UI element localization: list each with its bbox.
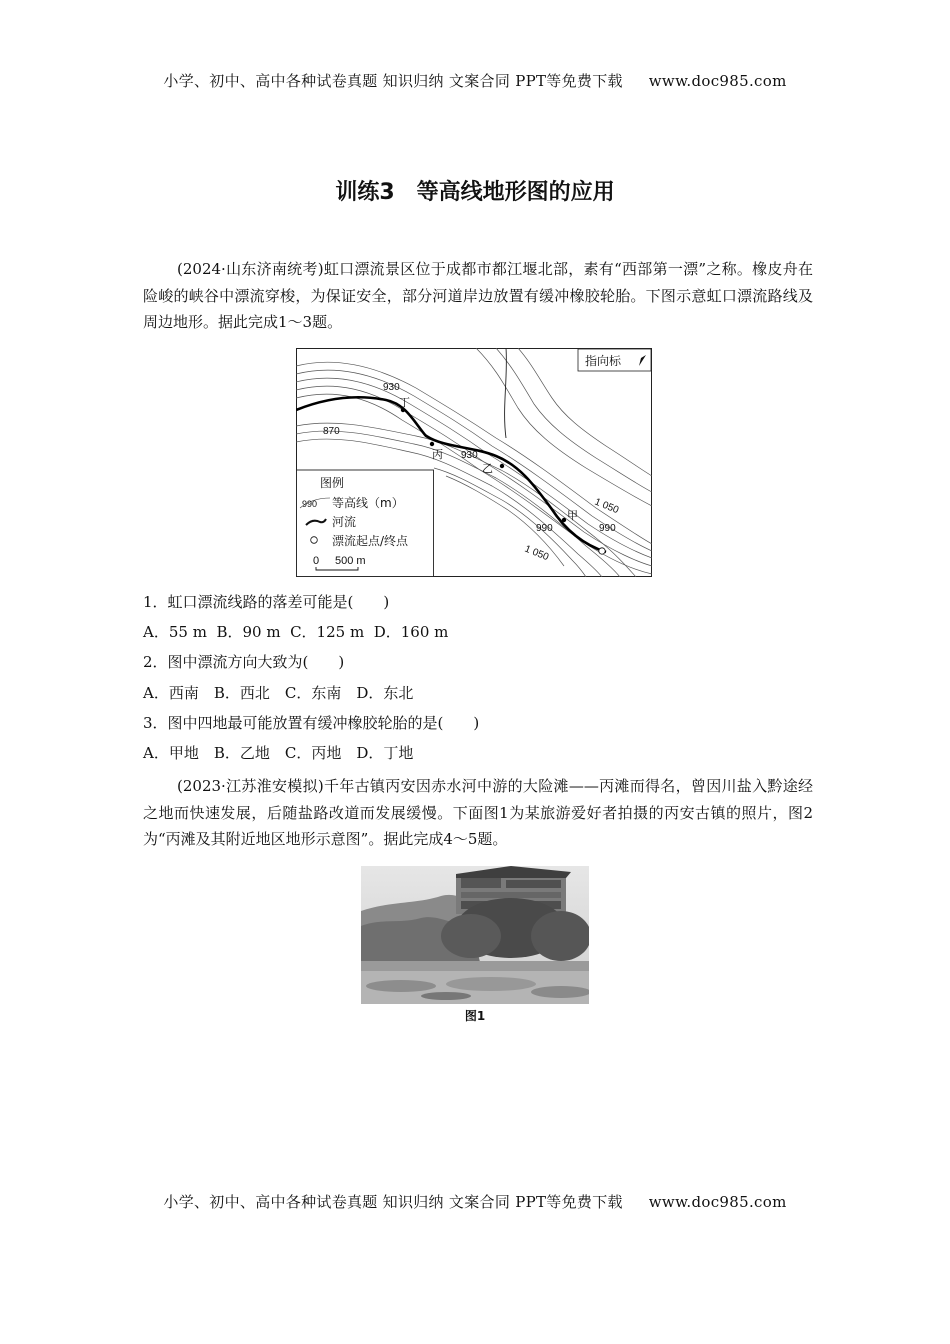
place-label-bing: 丙	[432, 448, 443, 461]
place-label-jia: 甲	[567, 509, 578, 522]
passage-intro-1: (2024·山东济南统考)虹口漂流景区位于成都市都江堰北部，素有“西部第一漂”之称。橡皮舟在险峻的峡谷中漂流穿梭，为保证安全，部分河道岸边放置有缓冲橡胶轮胎。下图示意虹口漂流路线及周边地形。据此完成1～3题。	[143, 260, 813, 331]
page-header	[0, 70, 950, 91]
legend-rafting-label: 漂流起点/终点	[332, 534, 409, 548]
question-2-stem: 2．图中漂流方向大致为( )	[143, 653, 345, 671]
legend-river-label: 河流	[332, 515, 357, 529]
contour-label: 870	[323, 426, 340, 437]
north-arrow-label: 指向标	[585, 354, 622, 368]
legend-contour-label: 等高线（m）	[332, 496, 404, 510]
figure-1-caption: 图1	[464, 1009, 486, 1023]
page-footer	[0, 1191, 950, 1212]
question-1-stem: 1．虹口漂流线路的落差可能是( )	[143, 593, 390, 611]
question-2-options: A．西南 B．西北 C．东南 D．东北	[143, 684, 414, 702]
legend-contour-value: 990	[302, 499, 318, 509]
header-url[interactable]: www.doc985.com	[648, 72, 787, 90]
legend-rafting-icon	[311, 537, 318, 544]
question-1-options: A．55 m B．90 m C．125 m D．160 m	[143, 623, 449, 641]
contour-label: 1 050	[522, 543, 551, 564]
question-3-stem: 3．图中四地最可能放置有缓冲橡胶轮胎的是( )	[143, 714, 480, 732]
contour-map	[296, 348, 652, 577]
contour-label: 990	[599, 523, 616, 534]
place-label-yi: 乙	[482, 462, 493, 475]
contour-label: 990	[536, 523, 553, 534]
place-label-ding: 丁	[399, 396, 410, 409]
contour-label: 930	[383, 382, 400, 393]
contour-label: 1 050	[592, 496, 621, 517]
question-3-options: A．甲地 B．乙地 C．丙地 D．丁地	[143, 744, 414, 762]
map-legend	[297, 470, 434, 577]
footer-url[interactable]: www.doc985.com	[648, 1193, 787, 1211]
scale-length: 500 m	[335, 555, 366, 567]
town-photo	[361, 866, 589, 1004]
contour-label: 930	[461, 450, 478, 461]
passage-intro-2: (2023·江苏淮安模拟)千年古镇丙安因赤水河中游的大险滩——丙滩而得名，曾因川盐入黔途经之地而快速发展，后随盐路改道而发展缓慢。下面图1为某旅游爱好者拍摄的丙安古镇的照片，图2为“丙滩及其附近地区地形示意图”。据此完成4～5题。	[143, 777, 813, 848]
page-title: 训练3 等高线地形图的应用	[335, 180, 615, 205]
footer-text: 小学、初中、高中各种试卷真题 知识归纳 文案合同 PPT等免费下载	[163, 1193, 623, 1211]
header-text: 小学、初中、高中各种试卷真题 知识归纳 文案合同 PPT等免费下载	[163, 72, 623, 90]
scale-zero: 0	[313, 555, 320, 567]
legend-title: 图例	[320, 476, 345, 490]
